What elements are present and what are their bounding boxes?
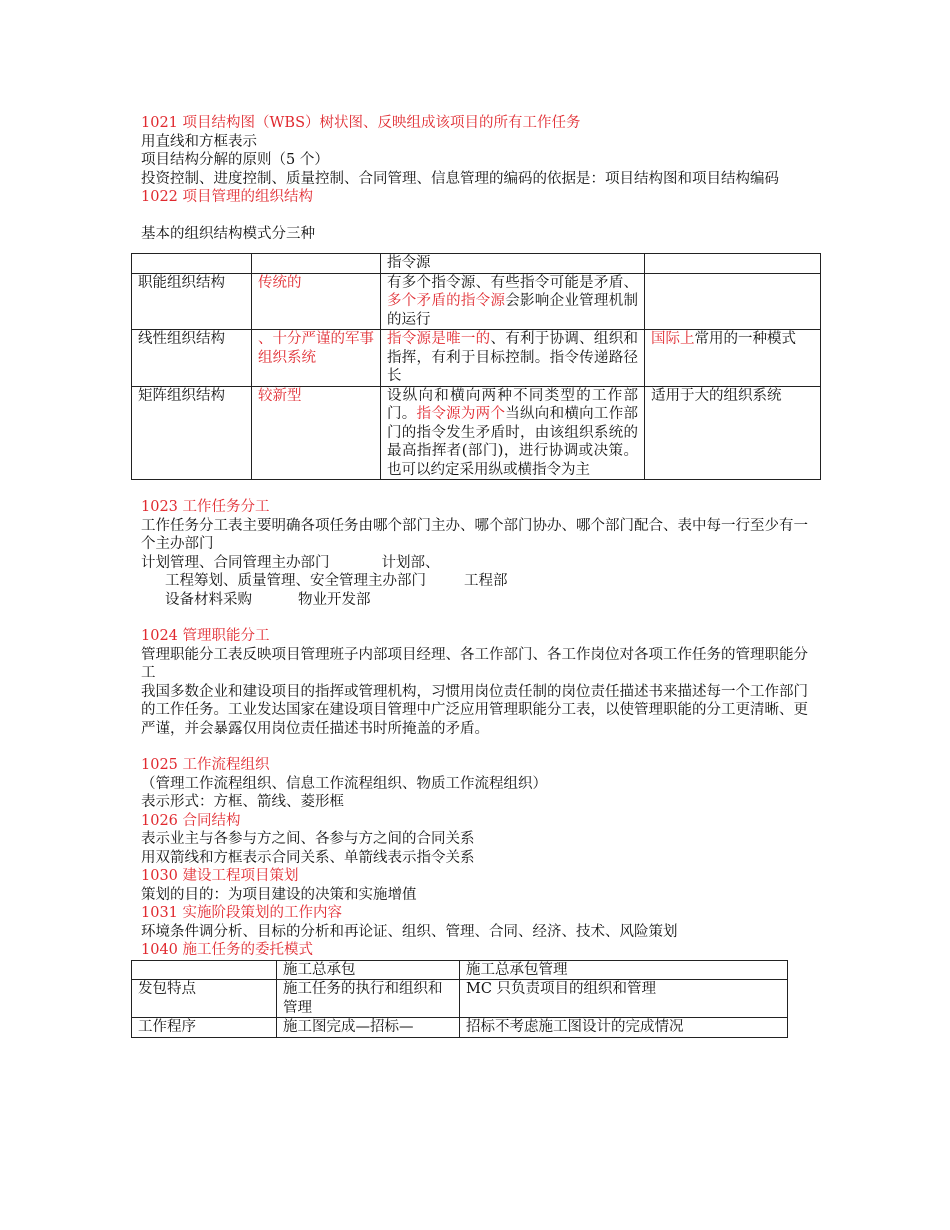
table-row xyxy=(132,273,821,330)
heading-1024: 1024 管理职能分工 xyxy=(141,628,270,644)
table-row xyxy=(132,386,821,480)
table-cell: MC 只负责项目的组织和管理 xyxy=(460,980,788,1018)
text-line: 投资控制、进度控制、质量控制、合同管理、信息管理的编码的依据是：项目结构图和项目结构编码 xyxy=(141,170,779,187)
table-cell: 职能组织结构 xyxy=(132,273,252,330)
table-row xyxy=(132,1018,788,1038)
table-cell: 国际上常用的一种模式 xyxy=(645,330,821,387)
table-header-row xyxy=(132,960,788,980)
text-line: 设备材料采购 物业开发部 xyxy=(165,591,371,608)
table-row xyxy=(132,980,788,1018)
table-cell: 施工总承包 xyxy=(277,960,460,980)
heading-1025: 1025 工作流程组织 xyxy=(141,757,270,773)
table-cell xyxy=(132,960,277,980)
table-cell: 线性组织结构 xyxy=(132,330,252,387)
construction-mode-table xyxy=(131,960,788,1038)
table-cell: 工作程序 xyxy=(132,1018,277,1038)
table-cell: 较新型 xyxy=(252,386,381,480)
table-cell: 施工总承包管理 xyxy=(460,960,788,980)
table-cell xyxy=(132,254,252,274)
heading-1040: 1040 施工任务的委托模式 xyxy=(141,942,314,958)
table-cell: 发包特点 xyxy=(132,980,277,1018)
table-cell: 指令源是唯一的、有利于协调、组织和指挥，有利于目标控制。指令传递路径长 xyxy=(381,330,645,387)
table-cell: 适用于大的组织系统 xyxy=(645,386,821,480)
heading-1022: 1022 项目管理的组织结构 xyxy=(141,189,314,205)
table-cell xyxy=(252,254,381,274)
table-cell: 施工图完成—招标— xyxy=(277,1018,460,1038)
heading-1031: 1031 实施阶段策划的工作内容 xyxy=(141,905,343,921)
table-cell: 矩阵组织结构 xyxy=(132,386,252,480)
heading-1030: 1030 建设工程项目策划 xyxy=(141,868,299,884)
text-line: 策划的目的：为项目建设的决策和实施增值 xyxy=(141,886,417,903)
text-paragraph: 我国多数企业和建设项目的指挥或管理机构，习惯用岗位责任制的岗位责任描述书来描述每一个工作部门的工作任务。工业发达国家在建设项目管理中广泛应用管理职能分工表，以使管理职能的分工更清晰、更严谨，并会暴露仅用岗位责任描述书时所掩盖的矛盾。 xyxy=(141,683,808,737)
heading-1021: 1021 项目结构图（WBS）树状图、反映组成该项目的所有工作任务 xyxy=(141,115,581,131)
table-row xyxy=(132,330,821,387)
text-line: 用直线和方框表示 xyxy=(141,133,257,150)
text-line: 环境条件调分析、目标的分析和再论证、组织、管理、合同、经济、技术、风险策划 xyxy=(141,923,678,940)
table-cell: 传统的 xyxy=(252,273,381,330)
table-cell: 设纵向和横向两种不同类型的工作部门。指令源为两个当纵向和横向工作部门的指令发生矛盾时，由该组织系统的最高指挥者(部门)，进行协调或决策。也可以约定采用纵或横指令为主 xyxy=(381,386,645,480)
text-line: 表示形式：方框、箭线、菱形框 xyxy=(141,794,344,810)
table-cell: 招标不考虑施工图设计的完成情况 xyxy=(460,1018,788,1038)
text-line: 表示业主与各参与方之间、各参与方之间的合同关系 xyxy=(141,831,475,847)
org-structure-table xyxy=(131,253,821,480)
text-line: （管理工作流程组织、信息工作流程组织、物质工作流程组织） xyxy=(141,775,547,792)
table-cell: 施工任务的执行和组织和管理 xyxy=(277,980,460,1018)
table-cell xyxy=(645,254,821,274)
table-header-row xyxy=(132,254,821,274)
text-line: 项目结构分解的原则（5 个） xyxy=(141,152,329,168)
text-paragraph: 工作任务分工表主要明确各项任务由哪个部门主办、哪个部门协办、哪个部门配合、表中每一行至少有一个主办部门 xyxy=(141,517,808,552)
text-line: 工程筹划、质量管理、安全管理主办部门 工程部 xyxy=(165,573,508,589)
table-cell: 指令源 xyxy=(381,254,645,274)
heading-1026: 1026 合同结构 xyxy=(141,812,241,829)
text-line: 用双箭线和方框表示合同关系、单箭线表示指令关系 xyxy=(141,849,475,866)
heading-1023: 1023 工作任务分工 xyxy=(141,499,270,515)
text-line: 计划管理、合同管理主办部门 计划部、 xyxy=(141,554,440,571)
table-cell: 有多个指令源、有些指令可能是矛盾、多个矛盾的指令源会影响企业管理机制的运行 xyxy=(381,273,645,330)
text-paragraph: 管理职能分工表反映项目管理班子内部项目经理、各工作部门、各工作岗位对各项工作任务的管理职能分工 xyxy=(141,646,808,681)
document-page xyxy=(138,114,821,1038)
text-line: 基本的组织结构模式分三种 xyxy=(141,225,315,242)
table-cell xyxy=(645,273,821,330)
table-cell: 、十分严谨的军事组织系统 xyxy=(252,330,381,387)
